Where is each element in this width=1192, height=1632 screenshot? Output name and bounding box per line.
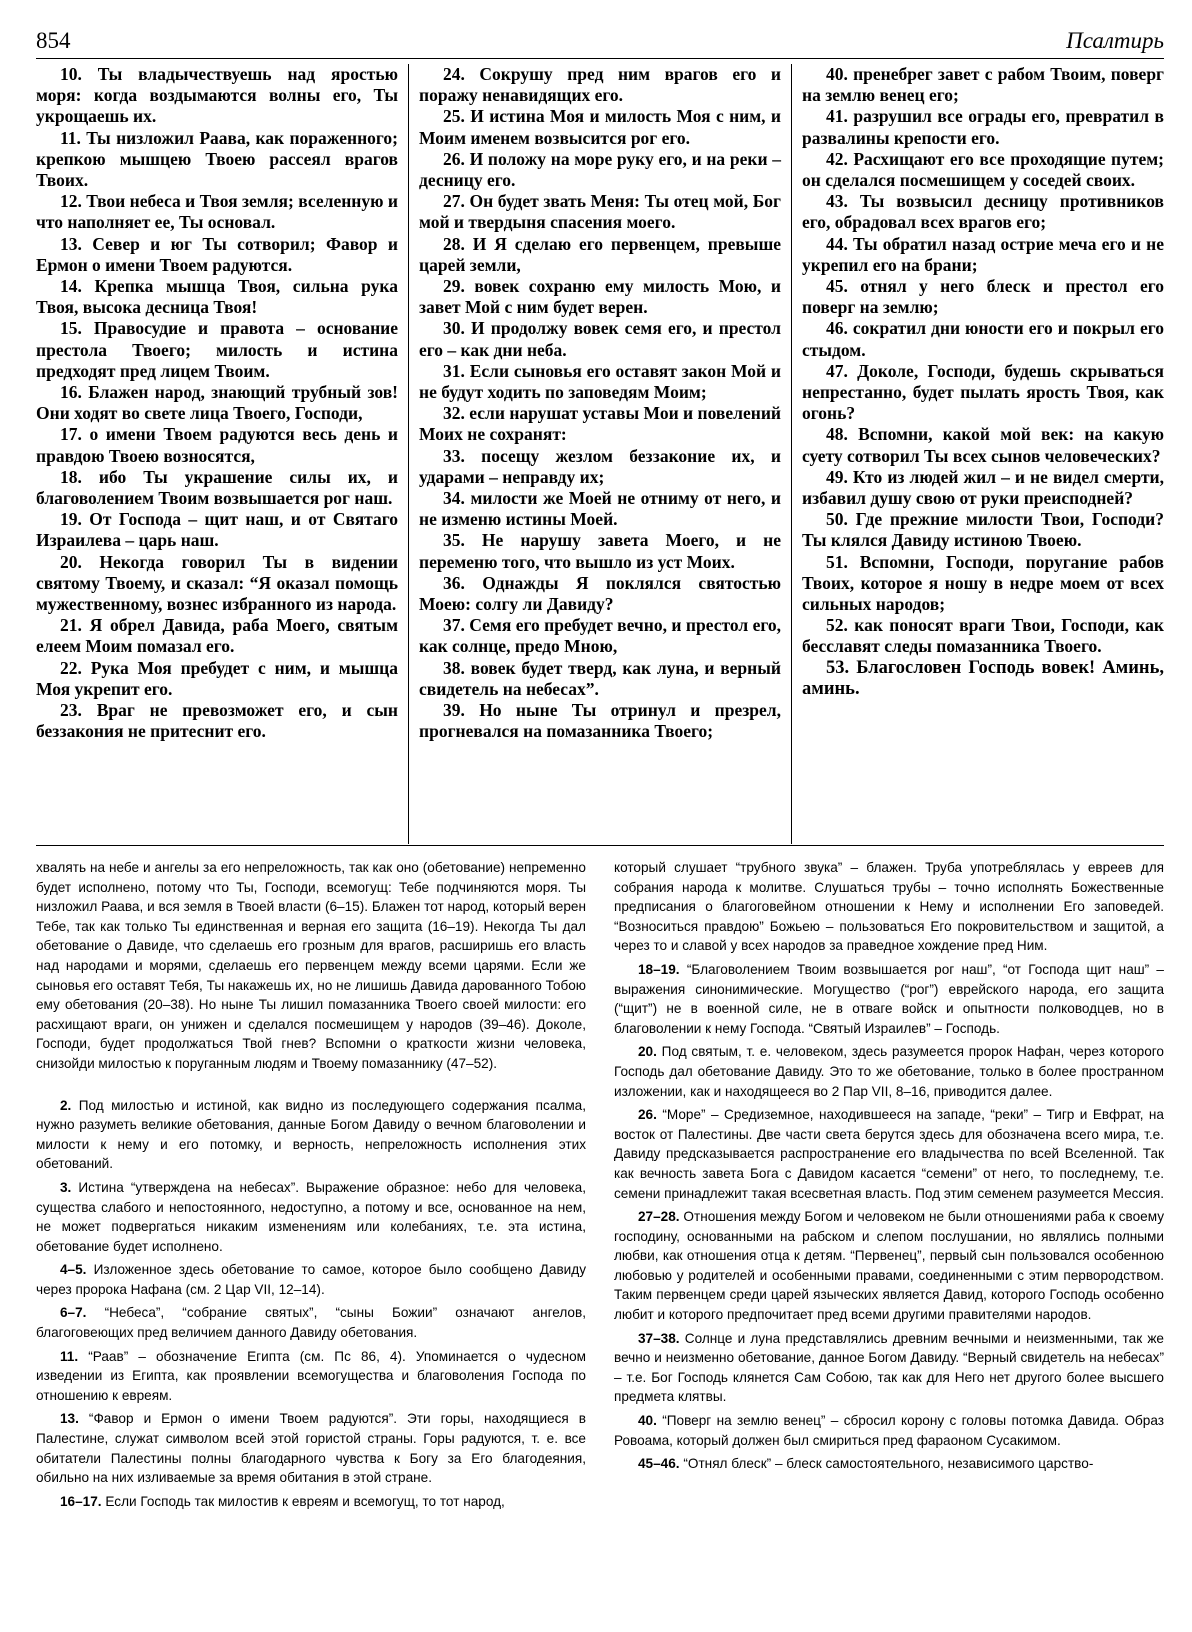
commentary-paragraph [36, 1260, 586, 1299]
note-ref: 13. [60, 1411, 79, 1427]
verse: 38. вовек будет тверд, как луна, и верный свидетель на небесах”. [419, 657, 781, 699]
note-ref: 37–38. [638, 1330, 680, 1346]
verse: 36. Однажды Я поклялся святостью Моею: солгу ли Давиду? [419, 572, 781, 615]
verse: 25. И истина Моя и милость Моя с ним, и Моим именем возвысится рог его. [419, 106, 781, 148]
verse: 13. Север и юг Ты сотворил; Фавор и Ермон о имени Твоем радуются. [36, 233, 398, 275]
note-text: который слушает “трубного звука” – блажен. Труба употреблялась у евреев для собрания народа к молитве. Слушаться трубы – точно исполнять Божественные предписания о благоговейном отношении к Нему и исполнении Его заповедей. “Возноситься правдою” Божьею – пользоваться Его покровительством и защитой, а через то и славой у всех народов за праведное хождение пред Ним. [614, 860, 1164, 954]
verse: 48. Вспомни, какой мой век: на какую суету сотворил Ты всех сынов человеческих? [802, 424, 1164, 466]
commentary-paragraph [614, 1042, 1164, 1101]
verse: 37. Семя его пребудет вечно, и престол его, как солнце, предо Мною, [419, 615, 781, 657]
verse: 28. И Я сделаю его первенцем, превыше царей земли, [419, 233, 781, 275]
verse: 44. Ты обратил назад острие меча его и не укрепил его на брани; [802, 233, 1164, 275]
verse: 16. Блажен народ, знающий трубный зов! Они ходят во свете лица Твоего, Господи, [36, 382, 398, 424]
commentary-paragraph [614, 1411, 1164, 1450]
verse: 20. Некогда говорил Ты в видении святому Твоему, и сказал: “Я оказал помощь мужественному, вознес избранного из народа. [36, 551, 398, 615]
note-text: “Небеса”, “собрание святых”, “сыны Божии” означают ангелов, благоговеющих пред величием данного Давиду обетования. [36, 1305, 586, 1341]
verse: 11. Ты низложил Раава, как пораженного; крепкою мышцею Твоею рассеял врагов Твоих. [36, 127, 398, 191]
note-ref: 11. [60, 1348, 79, 1364]
verse: 31. Если сыновья его оставят закон Мой и не будут ходить по заповедям Моим; [419, 360, 781, 403]
verse: 33. посещу жезлом беззаконие их, и ударами – неправду их; [419, 445, 781, 487]
note-text: Солнце и луна представлялись древним вечными и неизменными, так же вечно и неизменно обетование, данное Богом Давиду. “Верный свидетель на небесах” – т.е. Бог Господь клянется Сам Собою, так как для Него нет другого более высшего предмета клятвы. [614, 1330, 1164, 1405]
page-header [36, 22, 1164, 54]
note-ref: 20. [638, 1044, 657, 1060]
verse: 42. Расхищают его все проходящие путем; он сделался посмешищем у соседей своих. [802, 148, 1164, 191]
commentary-paragraph [614, 1329, 1164, 1407]
commentary-column-right [614, 858, 1164, 1628]
note-ref: 3. [60, 1179, 72, 1195]
commentary-paragraph [36, 1347, 586, 1406]
header-rule [36, 58, 1164, 59]
verse: 39. Но ныне Ты отринул и презрел, прогневался на помазанника Твоего; [419, 700, 781, 742]
note-text: “Поверг на землю венец” – сбросил корону с головы потомка Давида. Образ Ровоама, который должен был смириться пред фараоном Сусакимом. [614, 1413, 1164, 1448]
verse: 45. отнял у него блеск и престол его поверг на землю; [802, 276, 1164, 318]
verse: 27. Он будет звать Меня: Ты отец мой, Бог мой и твердыня спасения моего. [419, 191, 781, 233]
verse: 35. Не нарушу завета Моего, и не переменю того, что вышло из уст Моих. [419, 530, 781, 572]
note-ref: 40. [638, 1413, 657, 1429]
note-ref: 6–7. [60, 1305, 87, 1321]
verse: 32. если нарушат уставы Мои и повелений Моих не сохранят: [419, 403, 781, 445]
note-text: Под милостью и истиной, как видно из последующего содержания псалма, нужно разуметь великие обетования, данные Богом Давиду о вечном благоволении и милости к нему и его потомку, и верность, непреложность исполнения этих обетований. [36, 1097, 586, 1172]
verse: 26. И положу на море руку его, и на реки – десницу его. [419, 148, 781, 191]
verse: 23. Враг не превозможет его, и сын беззакония не притеснит его. [36, 700, 398, 742]
note-text: Отношения между Богом и человеком не были отношениями раба к своему господину, основанными на рабском и слепом послушании, но являлись полными любви, как отношения отца к детям. “Первенец”, первый сын пользовался особенною любовью у родителей и особенными правами, соединенными с этим первородством. Таким первенцем среди царей языческих является Давид, которого Господь особенно любит и которого предпочитает пред всеми другими правителями народов. [614, 1209, 1164, 1323]
note-text: “Море” – Средиземное, находившееся на западе, “реки” – Тигр и Евфрат, на восток от Палестины. Две части света берутся здесь для обозначена всего мира, т.е. Давиду предсказывается распространение его владычества по всей Вселенной. Так как вечность завета Бога с Давидом касается “семени” от него, то последнему, т.е. семени принадлежит такая всесветная власть. Под этим семенем разумеется Мессия. [614, 1107, 1164, 1201]
verse: 24. Сокрушу пред ним врагов его и поражу ненавидящих его. [419, 64, 781, 106]
verse: 40. пренебрег завет с рабом Твоим, поверг на землю венец его; [802, 64, 1164, 106]
note-text: Под святым, т. е. человеком, здесь разумеется пророк Нафан, через которого Господь дал обетование Давиду. Это то же обетование, только в более пространном изложении, как и находящееся во 2 Пар VII, 8–16, приводится далее. [614, 1044, 1164, 1099]
verse: 49. Кто из людей жил – и не видел смерти, избавил душу свою от руки преисподней? [802, 466, 1164, 509]
verse: 30. И продолжу вовек семя его, и престол его – как дни неба. [419, 318, 781, 360]
verse: 53. Благословен Господь вовек! Аминь, аминь. [802, 657, 1164, 699]
note-ref: 18–19. [638, 961, 680, 977]
commentary-paragraph [36, 858, 586, 1074]
commentary-paragraph [36, 1178, 586, 1256]
verse: 21. Я обрел Давида, раба Моего, святым елеем Моим помазал его. [36, 615, 398, 657]
commentary-paragraph [36, 1303, 586, 1342]
verse: 51. Вспомни, Господи, поругание рабов Твоих, которое я ношу в недре моем от всех сильных народов; [802, 551, 1164, 615]
verse-column-1 [36, 64, 408, 844]
note-text: Если Господь так милостив к евреям и всемогущ, то тот народ, [101, 1493, 505, 1509]
note-ref: 26. [638, 1107, 657, 1123]
verse: 10. Ты владычествуешь над яростью моря: когда воздымаются волны его, Ты укрощаешь их. [36, 64, 398, 127]
note-text: “Отнял блеск” – блеск самостоятельного, независимого царство- [679, 1456, 1094, 1472]
verse: 15. Правосудие и правота – основание престола Твоего; милость и истина предходят пред лицем Твоим. [36, 318, 398, 381]
section-rule [36, 845, 1164, 846]
note-text: “Раав” – обозначение Египта (см. Пс 86, 4). Упоминается о чудесном изведении из Египта, как проявлении всемогущества и благоволения Господа по отношению к евреям. [36, 1348, 586, 1403]
commentary-column-left [36, 858, 586, 1628]
psalm-verses [36, 64, 1164, 844]
verse: 52. как поносят враги Твои, Господи, как бесславят следы помазанника Твоего. [802, 615, 1164, 657]
verse-column-3 [791, 64, 1164, 844]
verse-column-2 [408, 64, 791, 844]
verse: 47. Доколе, Господи, будешь скрываться непрестанно, будет пылать ярость Твоя, как огонь? [802, 360, 1164, 424]
verse: 17. о имени Твоем радуются весь день и правдою Твоею возносятся, [36, 424, 398, 466]
commentary-paragraph [36, 1096, 586, 1174]
verse: 46. сократил дни юности его и покрыл его стыдом. [802, 318, 1164, 360]
note-text: “Благоволением Твоим возвышается рог наш”, “от Господа щит наш” – выражения синонимические. Могущество (“рог”) еврейского народа, его защита (“щит”) не в военной силе, не в отваге войск и опытности полководцев, но в благоволении к нему Господа. “Святый Израилев” – Господь. [614, 961, 1164, 1036]
verse: 14. Крепка мышца Твоя, сильна рука Твоя, высока десница Твоя! [36, 276, 398, 318]
verse: 18. ибо Ты украшение силы их, и благоволением Твоим возвышается рог наш. [36, 466, 398, 509]
note-ref: 2. [60, 1097, 72, 1113]
note-ref: 45–46. [638, 1456, 680, 1472]
commentary-paragraph [614, 1207, 1164, 1325]
commentary-paragraph [614, 1454, 1164, 1474]
verse: 34. милости же Моей не отниму от него, и не изменю истины Моей. [419, 488, 781, 530]
verse: 22. Рука Моя пребудет с ним, и мышца Моя укрепит его. [36, 657, 398, 699]
verse: 43. Ты возвысил десницу противников его, обрадовал всех врагов его; [802, 191, 1164, 233]
note-text: Истина “утверждена на небесах”. Выражение образное: небо для человека, существа слабого и непостоянного, недоступно, а потому и все, основанное на нем, не может подвергаться никаким изменениям или колебаниях, т.е. эта истина, обетование будет исполнено. [36, 1179, 586, 1254]
running-title: Псалтирь [1066, 28, 1164, 53]
commentary-paragraph [614, 1105, 1164, 1203]
note-ref: 16–17. [60, 1493, 102, 1509]
verse: 29. вовек сохраню ему милость Мою, и завет Мой с ним будет верен. [419, 276, 781, 318]
commentary-paragraph [614, 960, 1164, 1038]
verse: 41. разрушил все ограды его, превратил в развалины крепости его. [802, 106, 1164, 148]
note-text: “Фавор и Ермон о имени Твоем радуются”. Эти горы, находящиеся в Палестине, служат символом всей этой гористой страны. Горы радуются, т. е. все обитатели Палестины полны благодарного чувства к Богу за Его благодеяния, обильно на них изливаемые за время обитания в этой стране. [36, 1411, 586, 1486]
note-text: хвалять на небе и ангелы за его непреложность, так как оно (обетование) непременно будет исполнено, потому что Ты, Господи, всемогущ: Тебе подчиняются моря. Ты низложил Раава, и вся земля в Твоей власти (6–15). Блажен тот народ, который верен Тебе, так как только Ты единственная и верная его защита (16–19). Некогда Ты дал обетование о Давиде, что сделаешь его грозным для врагов, расширишь его власть над народами и морями, сделаешь его первенцем между всеми царями. Если же сыновья его оставят Тебя, Ты накажешь их, но не лишишь Давида дарованного Тобою ему обетования (20–38). Но ныне Ты лишил помазанника Твоего своей милости: его расхищают враги, он унижен и сделался посмешищем у народов (39–46). Доколе, Господи, будет продолжаться Твой гнев? Вспомни о краткости жизни человека, снизойди милостью к поруганным людям и Твоему помазаннику (47–52). [36, 860, 586, 1071]
verse: 12. Твои небеса и Твоя земля; вселенную и что наполняет ее, Ты основал. [36, 191, 398, 233]
commentary-paragraph [614, 858, 1164, 956]
commentary [36, 858, 1164, 1628]
note-ref: 27–28. [638, 1209, 680, 1225]
commentary-paragraph [36, 1409, 586, 1487]
verse: 50. Где прежние милости Твои, Господи? Ты клялся Давиду истиною Твоею. [802, 509, 1164, 551]
commentary-paragraph [36, 1492, 586, 1512]
note-text: Изложенное здесь обетование то самое, которое было сообщено Давиду через пророка Нафана (см. 2 Цар VII, 12–14). [36, 1262, 586, 1297]
verse: 19. От Господа – щит наш, и от Святаго Израилева – царь наш. [36, 509, 398, 551]
page-number: 854 [36, 28, 71, 53]
note-ref: 4–5. [60, 1262, 87, 1278]
